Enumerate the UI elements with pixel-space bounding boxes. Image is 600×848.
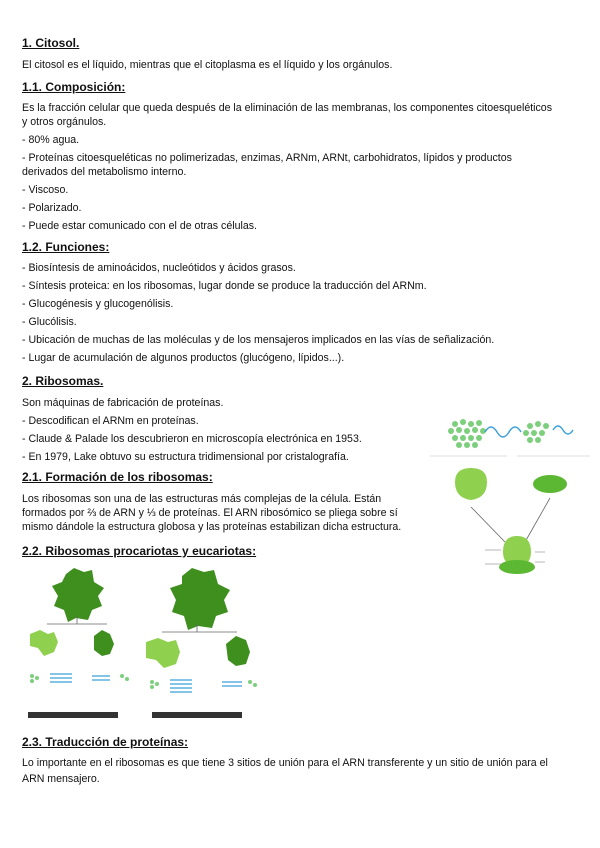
prokaryote-proteins: [30, 674, 129, 683]
heading-composicion: 1.1. Composición:: [22, 80, 126, 94]
assembly-arrow: [525, 498, 550, 542]
eukaryote-proteins: [150, 680, 257, 689]
eukaryote-80s-ribosome: [170, 568, 230, 630]
composicion-item: - 80% agua.: [22, 134, 80, 146]
ribosomas-item: - Claude & Palade los descubrieron en microscopía electrónica en 1953.: [22, 433, 362, 445]
eukaryote-small-subunit: [226, 636, 250, 666]
ribosomas-item: Son máquinas de fabricación de proteínas.: [22, 397, 224, 409]
rrna-strand-left: [485, 427, 521, 437]
assembled-large-subunit: [503, 536, 531, 562]
formacion-line: Los ribosomas son una de las estructuras más complejas de la célula. Están: [22, 493, 382, 505]
small-subunit-shape: [533, 475, 567, 493]
composicion-para-line-2: y otros orgánulos.: [22, 116, 107, 128]
ribosomas-item: - Descodifican el ARNm en proteínas.: [22, 415, 199, 427]
heading-funciones: 1.2. Funciones:: [22, 240, 110, 254]
heading-traduccion: 2.3. Traducción de proteínas:: [22, 735, 189, 749]
funciones-item: - Biosíntesis de aminoácidos, nucleótidos y ácidos grasos.: [22, 262, 296, 274]
ribosome-assembly-figure: [425, 412, 595, 597]
composicion-item: - Puede estar comunicado con el de otras células.: [22, 220, 257, 232]
assembly-arrow: [471, 507, 505, 542]
funciones-item: - Lugar de acumulación de algunos productos (glucógeno, lípidos...).: [22, 352, 345, 364]
protein-cluster-right: [523, 421, 549, 443]
large-subunit-shape: [455, 468, 487, 500]
prokaryote-small-subunit: [94, 630, 114, 656]
composicion-para-line-1: Es la fracción celular que queda después de la eliminación de las membranas, los componentes citoesqueléticos: [22, 102, 552, 114]
composicion-item: - Polarizado.: [22, 202, 82, 214]
citosol-intro: El citosol es el líquido, mientras que el citoplasma es el líquido y los orgánulos.: [22, 59, 393, 71]
funciones-item: - Síntesis proteica: en los ribosomas, lugar donde se produce la traducción del ARNm.: [22, 280, 427, 292]
assembled-small-subunit: [499, 560, 535, 574]
prokaryote-rrna: [50, 674, 110, 682]
ribosomas-item: - En 1979, Lake obtuvo su estructura tridimensional por cristalografía.: [22, 451, 349, 463]
rrna-strand-right: [553, 426, 573, 434]
protein-cluster-left: [448, 419, 486, 448]
composicion-item: derivados del metabolismo interno.: [22, 166, 187, 178]
prokaryote-70s-ribosome: [52, 568, 104, 622]
prokaryotic-eukaryotic-ribosomes-figure: [22, 562, 262, 724]
traduccion-line: ARN mensajero.: [22, 773, 100, 785]
prokaryote-caption-bar: [28, 712, 118, 718]
prokaryote-ribosome-group: [28, 568, 129, 718]
composicion-item: - Viscoso.: [22, 184, 69, 196]
eukaryote-rrna: [170, 680, 242, 692]
composicion-item: - Proteínas citoesqueléticas no polimerizadas, enzimas, ARNm, ARNt, carbohidratos, lípidos y productos: [22, 152, 512, 164]
eukaryote-ribosome-group: [146, 568, 257, 718]
funciones-item: - Ubicación de muchas de las moléculas y de los mensajeros implicados en las vías de señalización.: [22, 334, 495, 346]
heading-citosol: 1. Citosol.: [22, 36, 80, 50]
heading-procariotas-eucariotas: 2.2. Ribosomas procariotas y eucariotas:: [22, 544, 257, 558]
heading-formacion: 2.1. Formación de los ribosomas:: [22, 470, 213, 484]
eukaryote-large-subunit: [146, 638, 180, 668]
prokaryote-large-subunit: [30, 630, 58, 656]
funciones-item: - Glucogénesis y glucogenólisis.: [22, 298, 174, 310]
heading-ribosomas: 2. Ribosomas.: [22, 374, 104, 388]
funciones-item: - Glucólisis.: [22, 316, 77, 328]
formacion-line: formados por ⅔ de ARN y ⅓ de proteínas. El ARN ribosómico se pliega sobre sí: [22, 507, 398, 519]
eukaryote-caption-bar: [152, 712, 242, 718]
formacion-line: mismo dándole la estructura globosa y las proteínas estabilizan dicha estructura.: [22, 521, 402, 533]
traduccion-line: Lo importante en el ribosomas es que tiene 3 sitios de unión para el ARN transferente y un sitio de unión para el: [22, 757, 548, 769]
